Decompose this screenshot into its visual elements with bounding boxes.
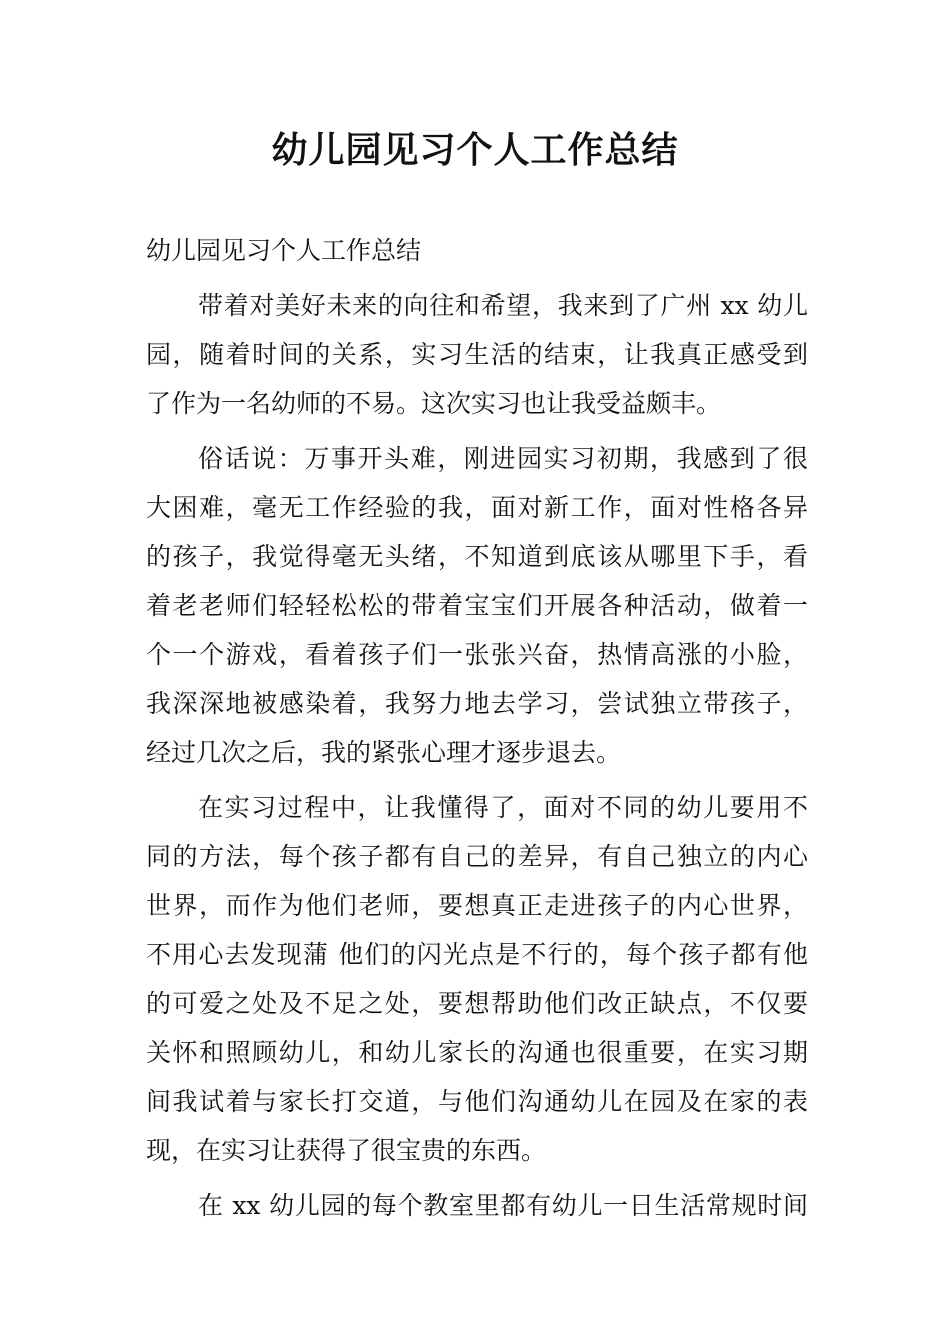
paragraph-2-line-5: 个一个游戏，看着孩子们一张张兴奋，热情高涨的小脸， [146, 640, 808, 669]
paragraph-3-line-4: 不用心去发现蒲 他们的闪光点是不行的，每个孩子都有他 [146, 940, 808, 969]
paragraph-4-line-1: 在 xx 幼儿园的每个教室里都有幼儿一日生活常规时间 [198, 1191, 808, 1220]
paragraph-2-line-1: 俗话说：万事开头难，刚进园实习初期，我感到了很 [198, 444, 808, 473]
paragraph-1-line-3: 了作为一名幼师的不易。这次实习也让我受益颇丰。 [146, 389, 722, 418]
paragraph-1-line-2: 园，随着时间的关系，实习生活的结束，让我真正感受到 [146, 340, 808, 369]
paragraph-3-line-2: 同的方法，每个孩子都有自己的差异，有自己独立的内心 [146, 842, 808, 871]
paragraph-3-line-6: 关怀和照顾幼儿，和幼儿家长的沟通也很重要，在实习期 [146, 1038, 808, 1067]
document-body [146, 226, 808, 1230]
paragraph-2-line-4: 着老老师们轻轻松松的带着宝宝们开展各种活动，做着一 [146, 591, 808, 620]
paragraph-3-line-1: 在实习过程中，让我懂得了，面对不同的幼儿要用不 [198, 793, 808, 822]
paragraph-2-line-3: 的孩子，我觉得毫无头绪，不知道到底该从哪里下手，看 [146, 542, 808, 571]
paragraph-2-line-6: 我深深地被感染着，我努力地去学习，尝试独立带孩子， [146, 689, 808, 718]
subtitle-line: 幼儿园见习个人工作总结 [146, 236, 422, 265]
paragraph-3-line-3: 世界，而作为他们老师，要想真正走进孩子的内心世界， [146, 891, 808, 920]
paragraph-3-line-7: 间我试着与家长打交道，与他们沟通幼儿在园及在家的表 [146, 1087, 808, 1116]
paragraph-3-line-5: 的可爱之处及不足之处，要想帮助他们改正缺点，不仅要 [146, 989, 808, 1018]
document-title: 幼儿园见习个人工作总结 [271, 129, 679, 171]
paragraph-3-line-8: 现，在实习让获得了很宝贵的东西。 [146, 1136, 547, 1165]
paragraph-2-line-2: 大困难，毫无工作经验的我，面对新工作，面对性格各异 [146, 493, 808, 522]
paragraph-1-line-1: 带着对美好未来的向往和希望，我来到了广州 xx 幼儿 [198, 291, 808, 320]
paragraph-2-line-7: 经过几次之后，我的紧张心理才逐步退去。 [146, 738, 622, 767]
